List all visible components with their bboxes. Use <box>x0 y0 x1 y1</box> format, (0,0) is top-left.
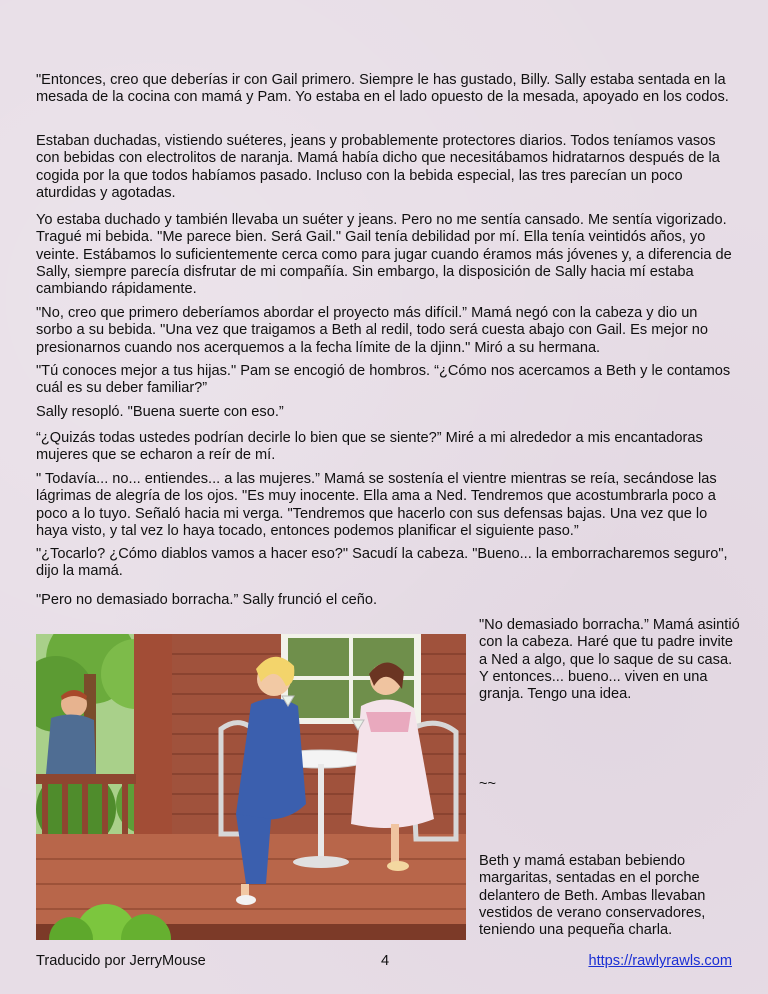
page-number: 4 <box>381 953 390 969</box>
side-paragraph-separator: ~~ <box>479 776 497 792</box>
paragraph-5: "Tú conoces mejor a tus hijas." Pam se encogió de hombros. “¿Cómo nos acercamos a Beth y le contamos cuál es su deber familiar?” <box>36 363 731 397</box>
paragraph-7: “¿Quizás todas ustedes podrían decirle lo bien que se siente?” Miré a mi alrededor a mis encantadoras mujeres que se echaron a reír de mí. <box>36 430 703 464</box>
paragraph-6: Sally resopló. "Buena suerte con eso.” <box>36 404 284 420</box>
porch-illustration <box>36 634 466 940</box>
paragraph-4: "No, creo que primero deberíamos abordar el proyecto más difícil.” Mamá negó con la cabeza y dio un sorbo a su bebida. "Una vez que traigamos a Beth al redil, todo será cuesta abajo con Gail. Es mejor no presionarnos cuando nos acerquemos a la fecha límite de la djinn." Miró a su hermana. <box>36 305 709 356</box>
site-link[interactable]: https://rawlyrawls.com <box>588 953 732 969</box>
paragraph-10: "Pero no demasiado borracha.” Sally frunció el ceño. <box>36 592 378 608</box>
translator-credit: Traducido por JerryMouse <box>36 953 206 969</box>
paragraph-9: "¿Tocarlo? ¿Cómo diablos vamos a hacer eso?" Sacudí la cabeza. "Bueno... la emborracharemos seguro", dijo la mamá. <box>36 546 728 580</box>
side-paragraph-2: Beth y mamá estaban bebiendo margaritas, sentadas en el porche delantero de Beth. Ambas llevaban vestidos de verano conservadores, teniendo una pequeña charla. <box>479 853 706 939</box>
paragraph-8: " Todavía... no... entiendes... a las mujeres.” Mamá se sostenía el vientre mientras se reía, secándose las lágrimas de alegría de los ojos. "Es muy inocente. Ella ama a Ned. Tendremos que acostumbrarla poco a poco a lo tuyo. Señaló hacia mi verga. "Tendremos que hacerlo con sus defensas bajas. Una vez que lo haya visto, y tal vez lo haya tocado, entonces podemos planificar el siguiente paso.” <box>36 471 717 539</box>
paragraph-2: Estaban duchadas, vistiendo suéteres, jeans y probablemente protectores diarios. Todos teníamos vasos con bebidas con electrolitos de naranja. Mamá había dicho que necesitábamos hidratarnos después de la cogida por la que todos habíamos pasado. Incluso con la bebida especial, las tres parecían un poco aturdidas y agotadas. <box>36 133 720 201</box>
paragraph-3: Yo estaba duchado y también llevaba un suéter y jeans. Pero no me sentía cansado. Me sentía vigorizado. Tragué mi bebida. "Me parece bien. Será Gail." Gail tenía debilidad por mí. Ella tenía veintidós años, yo veinte. Estábamos lo suficientemente cerca como para jugar cuando éramos más jóvenes y, a diferencia de Sally, siempre parecía disfrutar de mi compañía. Sin embargo, la disposición de Sally hacia mí estaba cambiando rápidamente. <box>36 212 732 298</box>
side-paragraph-1: "No demasiado borracha.” Mamá asintió con la cabeza. Haré que tu padre invite a Ned a algo, que lo saque de su casa. Y entonces... bueno... viven en una granja. Tengo una idea. <box>479 617 740 703</box>
paragraph-1: "Entonces, creo que deberías ir con Gail primero. Siempre le has gustado, Billy. Sally estaba sentada en la mesada de la cocina con mamá y Pam. Yo estaba en el lado opuesto de la mesada, apoyado en los codos. <box>36 72 729 106</box>
